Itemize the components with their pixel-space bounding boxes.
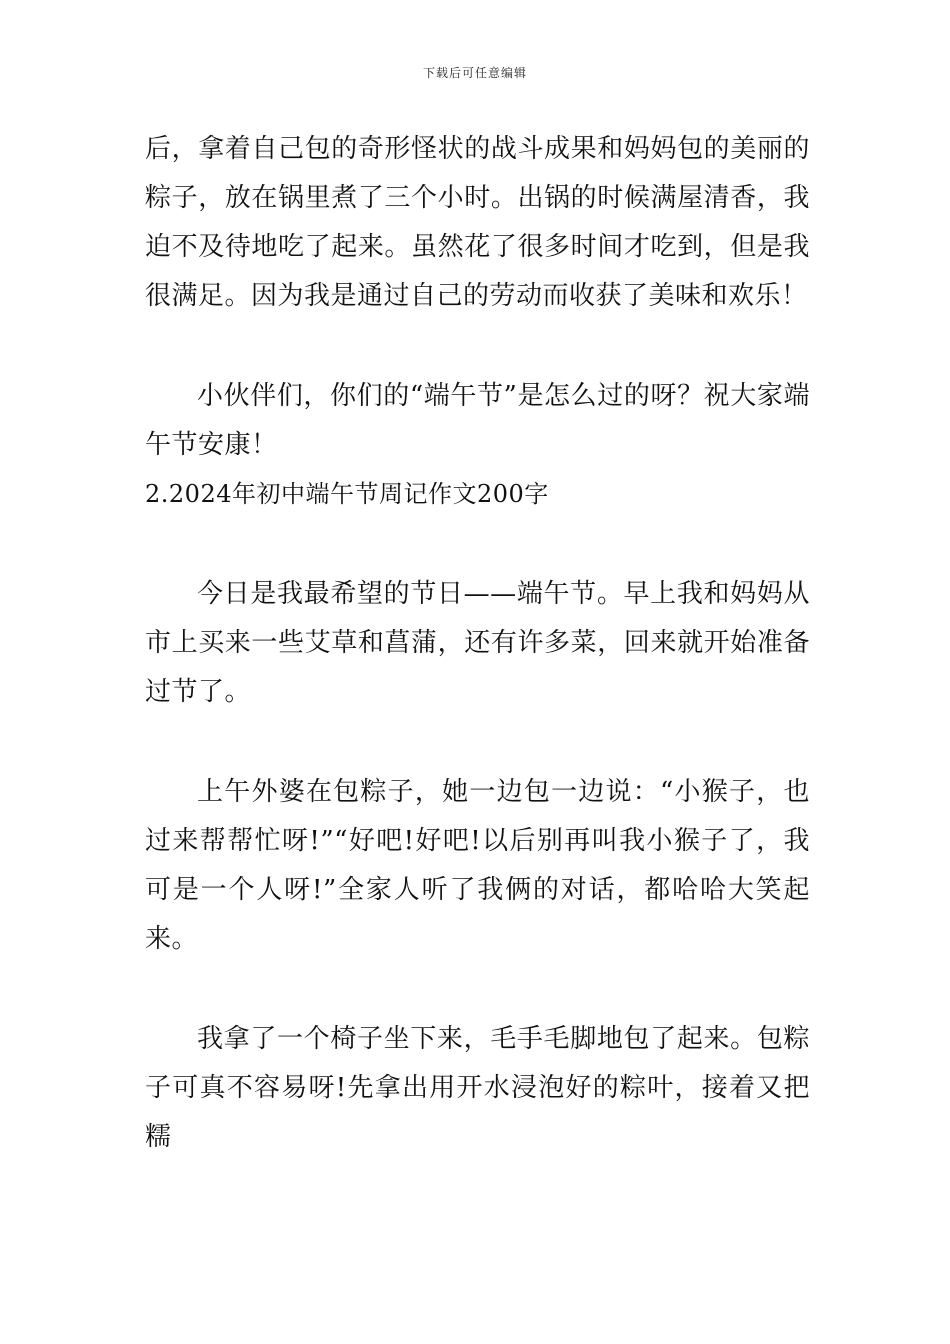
paragraph-dialogue: 上午外婆在包粽子，她一边包一边说：“小猴子，也过来帮帮忙呀!”“好吧!好吧!以后别再叫我小猴子了，我可是一个人呀!”全家人听了我俩的对话，都哈哈大笑起来。 — [145, 777, 810, 954]
section-heading: 2.2024年初中端午节周记作文200字 — [145, 480, 549, 508]
paragraph-continuation: 后，拿着自己包的奇形怪状的战斗成果和妈妈包的美丽的粽子，放在锅里煮了三个小时。出锅的时候满屋清香，我迫不及待地吃了起来。虽然花了很多时间才吃到，但是我很满足。因为我是通过自己的劳动而收获了美味和欢乐！ — [145, 134, 810, 311]
paragraph-intro: 今日是我最希望的节日——端午节。早上我和妈妈从市上买来一些艾草和菖蒲，还有许多菜，回来就开始准备过节了。 — [145, 579, 810, 707]
paragraph-closing-greeting: 小伙伴们，你们的“端午节”是怎么过的呀？祝大家端午节安康！ — [145, 381, 810, 460]
paragraph-making-zongzi: 我拿了一个椅子坐下来，毛手毛脚地包了起来。包粽子可真不容易呀!先拿出用开水浸泡好的粽叶，接着又把糯 — [145, 1024, 810, 1152]
document-body — [145, 125, 810, 1162]
page-header: 下载后可任意编辑 — [422, 66, 527, 80]
